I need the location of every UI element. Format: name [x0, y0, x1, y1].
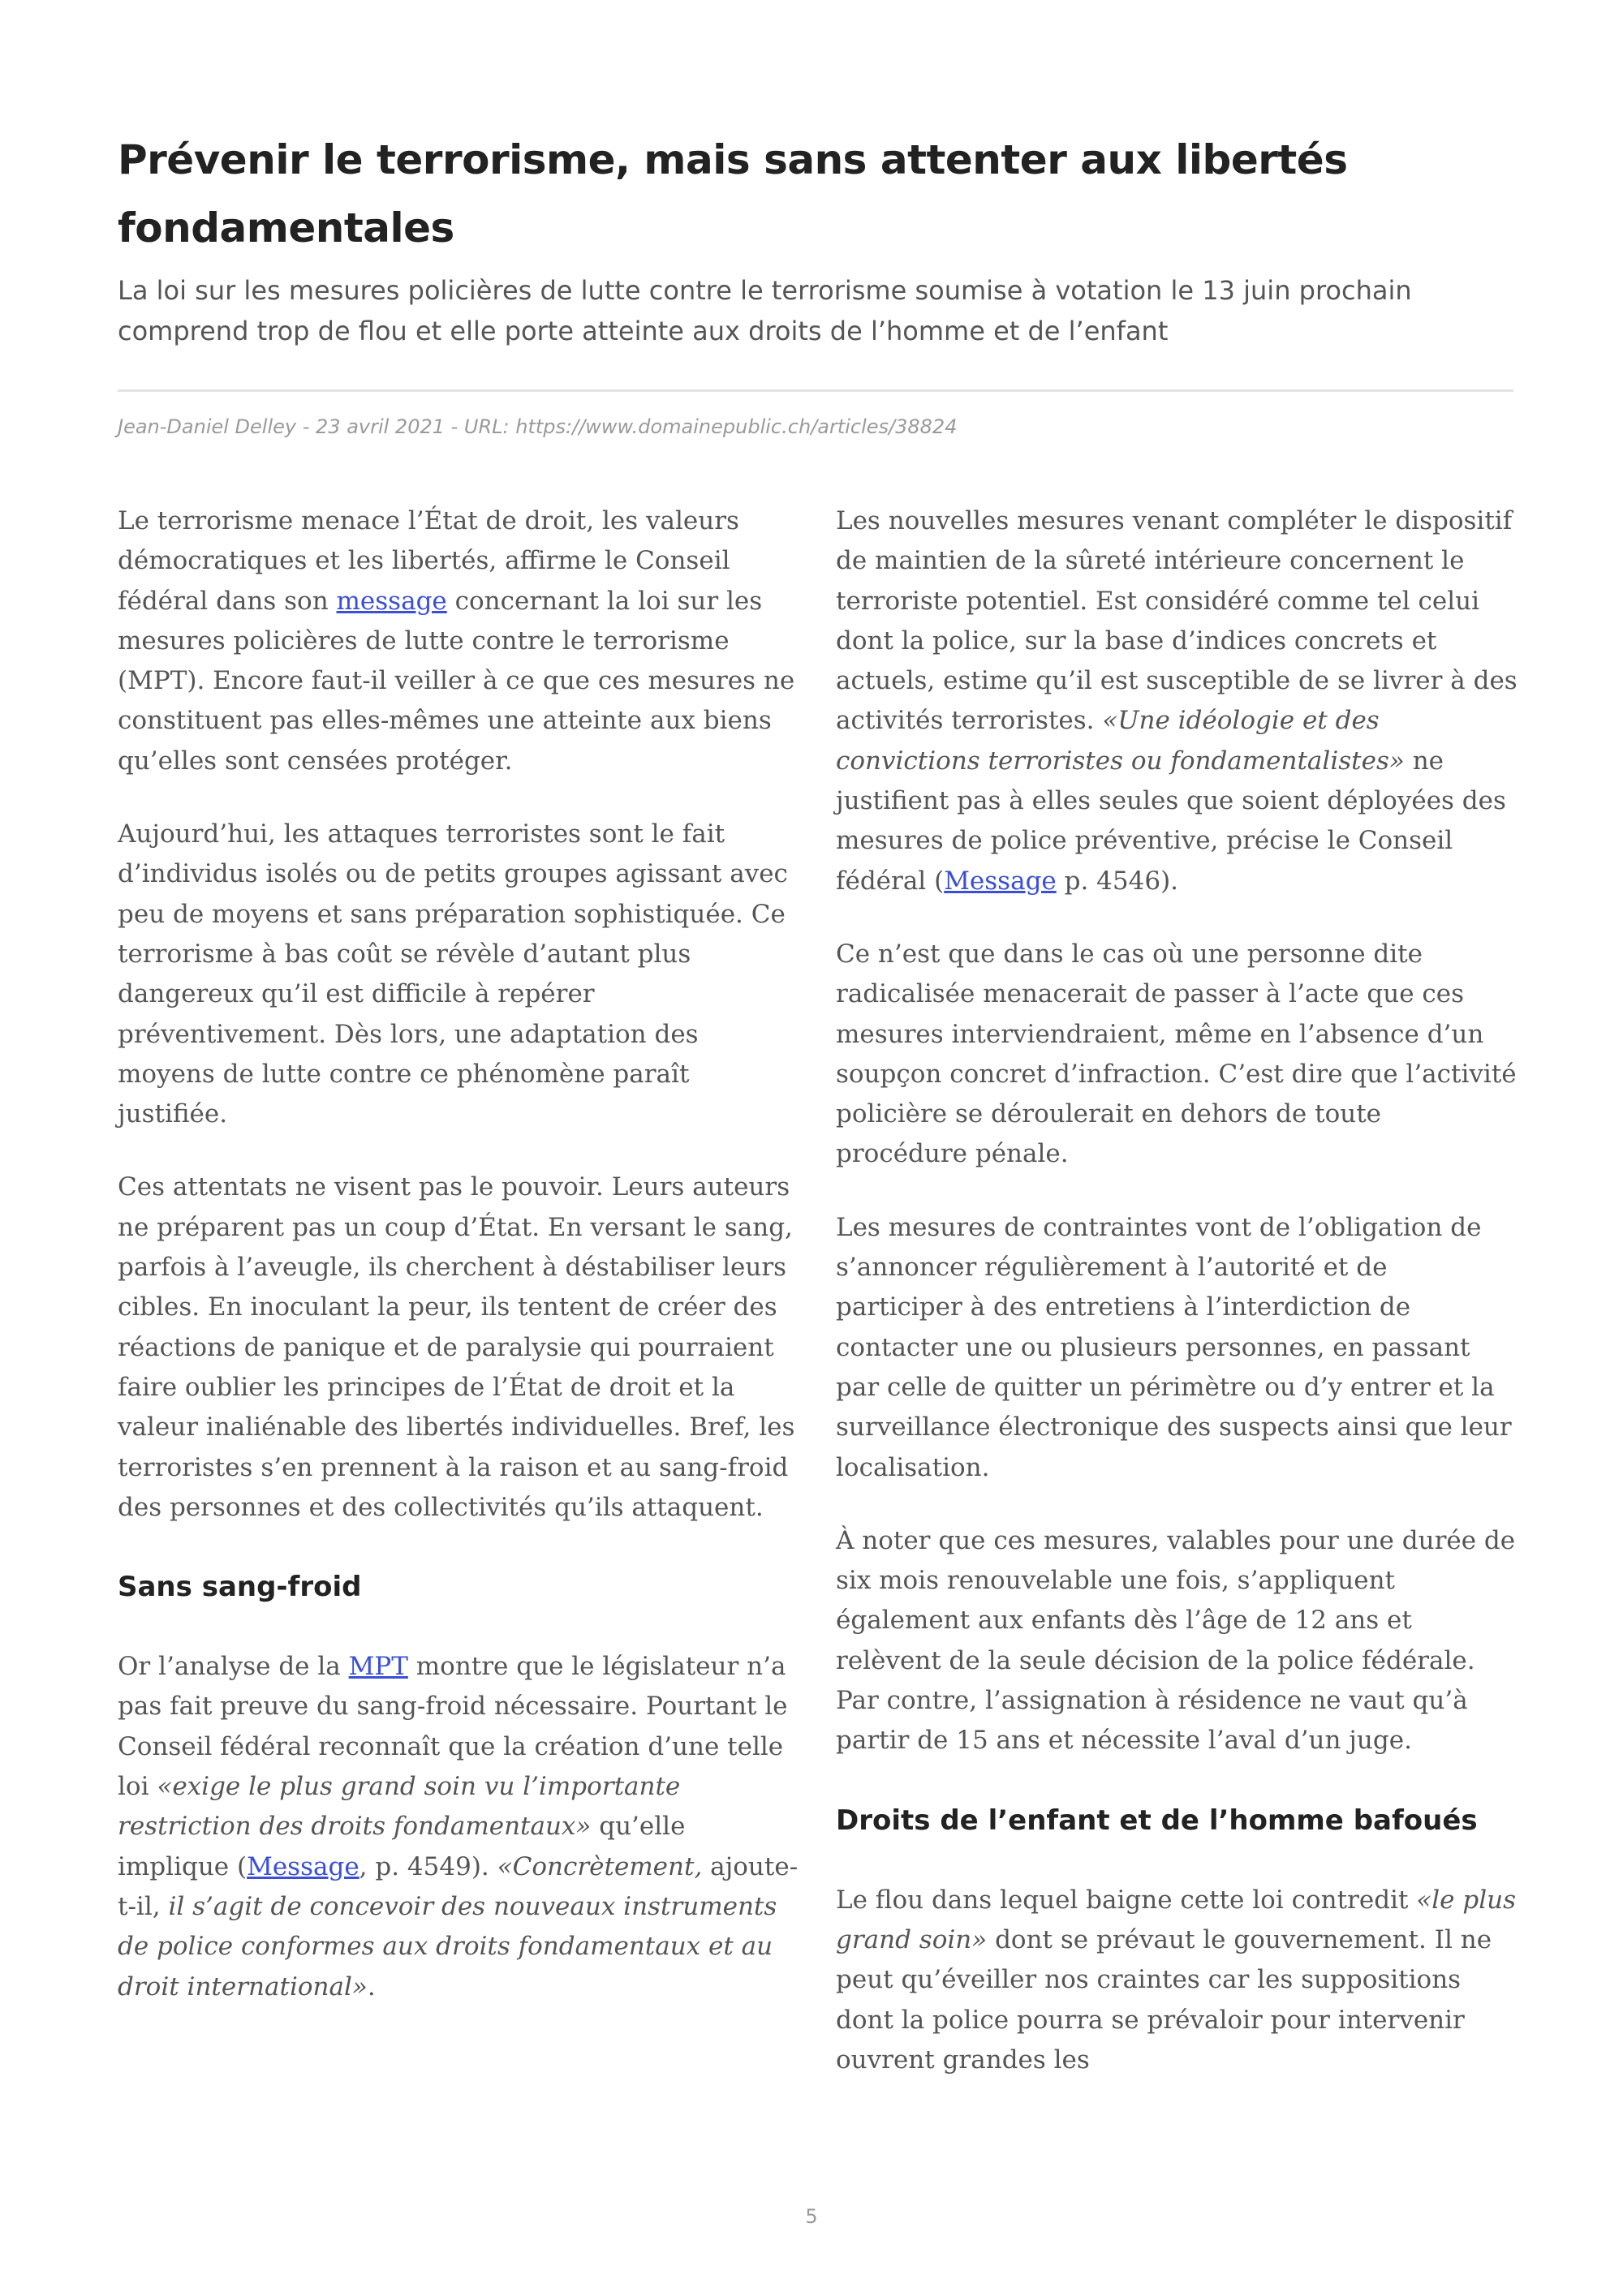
- left-column: [118, 501, 799, 2040]
- quote-text: «le plus grand soin»: [836, 1885, 1517, 1954]
- article-meta: Jean-Daniel Delley - 23 avril 2021 - URL: https://www.domainepublic.ch/articles/38824: [118, 415, 958, 438]
- paragraph-text: ajoute-t-il,: [118, 1851, 799, 1921]
- paragraph-text: concernant la loi sur les mesures policières de lutte contre le terrorisme (MPT). Encore faut-il veiller à ce que ces mesures ne constituent pas elles-mêmes une atteinte aux biens qu’elles sont censées protéger.: [118, 586, 795, 776]
- mpt-link[interactable]: MPT: [348, 1652, 408, 1682]
- page-number: 5: [805, 2205, 818, 2228]
- paragraph-text: .: [367, 1971, 376, 2001]
- paragraph: [836, 501, 1518, 901]
- paragraph-text: montre que le législateur n’a pas fait preuve du sang-froid nécessaire. Pourtant le Conseil fédéral reconnaît que la création d’une telle loi: [118, 1652, 788, 1802]
- quote-text: il s’agit de concevoir des nouveaux instruments de police conformes aux droits fondamentaux et au droit international»: [118, 1891, 777, 2001]
- paragraph: Ces attentats ne visent pas le pouvoir. Leurs auteurs ne préparent pas un coup d’État. En versant le sang, parfois à l’aveugle, ils cherchent à déstabiliser leurs cibles. En inoculant la peur, ils tentent de créer des réactions de panique et de paralysie qui pourraient faire oublier les principes de l’État de droit et la valeur inaliénable des libertés individuelles. Bref, les terroristes s’en prennent à la raison et au sang-froid des personnes et des collectivités qu’ils attaquent.: [118, 1172, 795, 1522]
- message-link[interactable]: message: [336, 586, 447, 616]
- message-link[interactable]: Message: [247, 1851, 359, 1881]
- paragraph: Les mesures de contraintes vont de l’obligation de s’annoncer régulièrement à l’autorité et de participer à des entretiens à l’interdiction de contacter une ou plusieurs personnes, en passant par celle de quitter un périmètre ou d’y entrer et la surveillance électronique des suspects ainsi que leur localisation.: [836, 1212, 1512, 1482]
- article-title: Prévenir le terrorisme, mais sans attenter aux libertés fondamentales: [118, 136, 1348, 252]
- paragraph-text: Le flou dans lequel baigne cette loi contredit: [836, 1885, 1417, 1915]
- paragraph: À noter que ces mesures, valables pour une durée de six mois renouvelable une fois, s’appliquent également aux enfants dès l’âge de 12 ans et relèvent de la seule décision de la police fédérale. Par contre, l’assignation à résidence ne vaut qu’à partir de 15 ans et nécessite l’aval d’un juge.: [836, 1525, 1516, 1756]
- header-divider: [118, 389, 1513, 392]
- paragraph-text: ne justifient pas à elles seules que soient déployées des mesures de police préventive, précise le Conseil fédéral (: [836, 746, 1506, 896]
- paragraph-text: Le terrorisme menace l’État de droit, les valeurs démocratiques et les libertés, affirme le Conseil fédéral dans son: [118, 506, 739, 616]
- paragraph: [118, 1647, 799, 2007]
- quote-text: «Une idéologie et des convictions terroristes ou fondamentalistes»: [836, 706, 1405, 776]
- paragraph-text: Or l’analyse de la: [118, 1652, 349, 1682]
- section-heading: Sans sang-froid: [118, 1571, 362, 1604]
- article-subtitle: La loi sur les mesures policières de lutte contre le terrorisme soumise à votation le 13 juin prochain comprend trop de flou et elle porte atteinte aux droits de l’homme et de l’enfant: [118, 275, 1412, 346]
- paragraph: [118, 501, 799, 781]
- paragraph-text: dont se prévaut le gouvernement. Il ne peut qu’éveiller nos craintes car les suppositions dont la police pourra se prévaloir pour intervenir ouvrent grandes les: [836, 1924, 1492, 2075]
- paragraph-text: qu’elle implique (: [118, 1812, 686, 1881]
- quote-text: «Concrètement,: [497, 1851, 703, 1881]
- message-link[interactable]: Message: [944, 866, 1057, 896]
- paragraph: [836, 1881, 1518, 2080]
- right-column: [836, 501, 1518, 2113]
- quote-text: «exige le plus grand soin vu l’importante restriction des droits fondamentaux»: [118, 1772, 681, 1842]
- paragraph-text: p. 4546).: [1056, 866, 1179, 896]
- section-heading: Droits de l’enfant et de l’homme bafoués: [836, 1804, 1478, 1837]
- paragraph-text: , p. 4549).: [359, 1851, 497, 1881]
- paragraph: Aujourd’hui, les attaques terroristes sont le fait d’individus isolés ou de petits groupes agissant avec peu de moyens et sans préparation sophistiquée. Ce terrorisme à bas coût se révèle d’autant plus dangereux qu’il est difficile à repérer préventivement. Dès lors, une adaptation des moyens de lutte contre ce phénomène paraît justifiée.: [118, 819, 788, 1129]
- paragraph-text: Les nouvelles mesures venant compléter le dispositif de maintien de la sûreté intérieure concernent le terroriste potentiel. Est considéré comme tel celui dont la police, sur la base d’indices concrets et actuels, estime qu’il est susceptible de se livrer à des activités terroristes.: [836, 506, 1518, 736]
- paragraph: Ce n’est que dans le cas où une personne dite radicalisée menacerait de passer à l’acte que ces mesures interviendraient, même en l’absence d’un soupçon concret d’infraction. C’est dire que l’activité policière se déroulerait en dehors de toute procédure pénale.: [836, 939, 1517, 1169]
